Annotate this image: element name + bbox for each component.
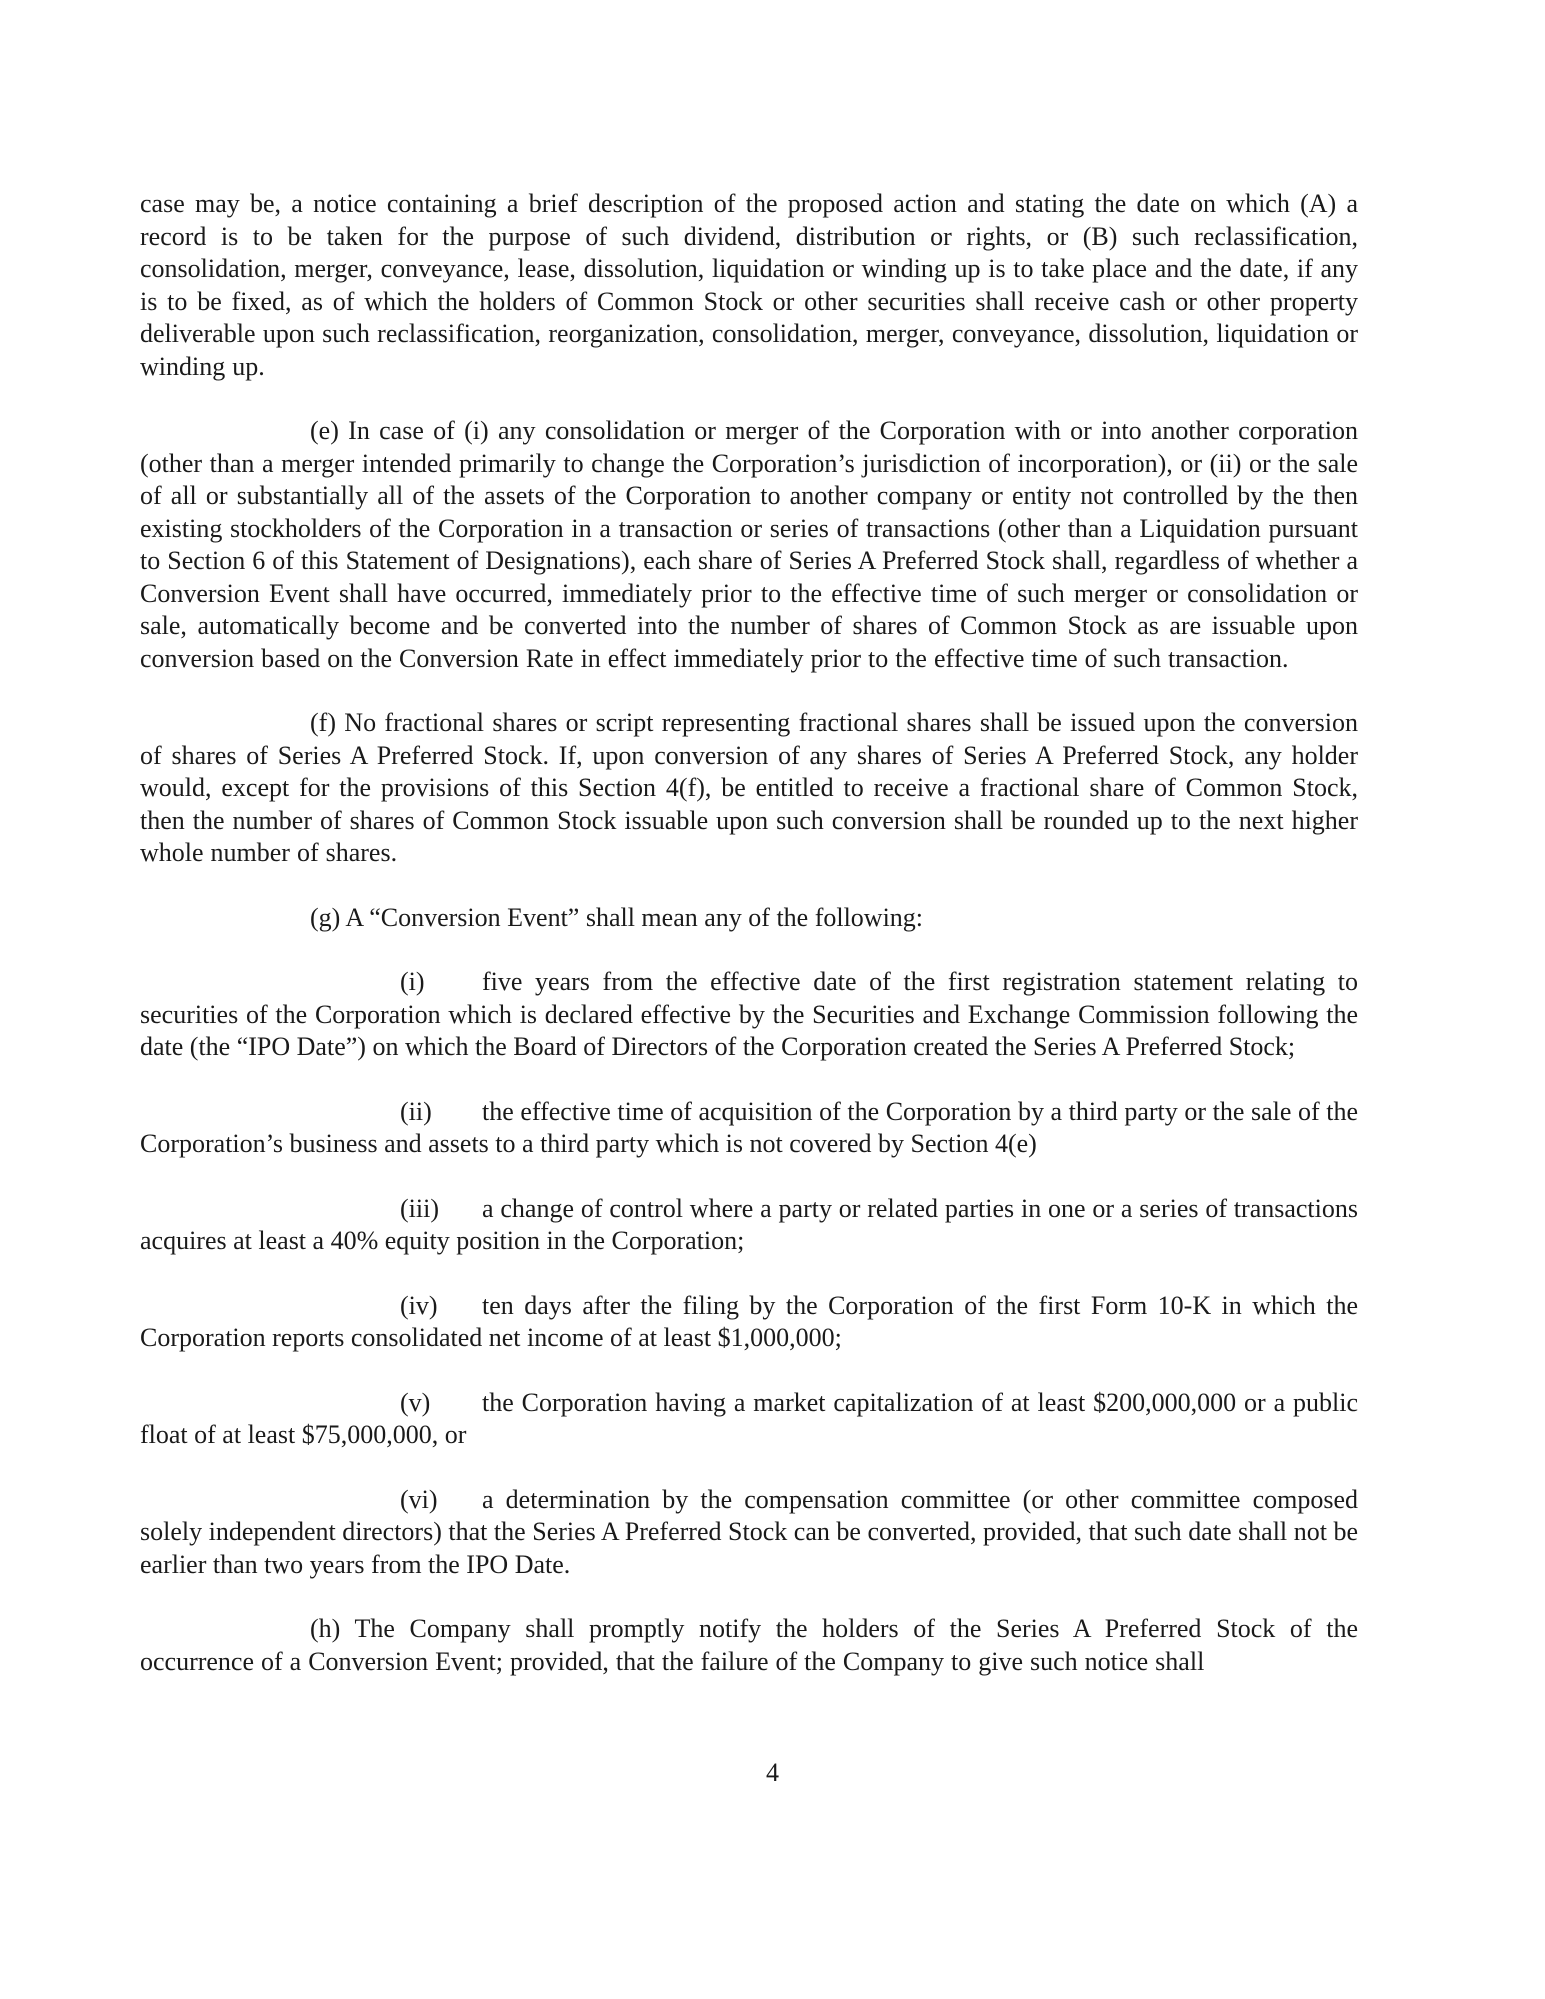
item-number: (i) <box>400 967 425 996</box>
item-number: (iv) <box>400 1290 438 1320</box>
item-text: the Corporation having a market capitalization of at least $200,000,000 or a public float of at least $75,000,000, or <box>140 1387 1358 1449</box>
paragraph-continuation: case may be, a notice containing a brief description of the proposed action and stating the date on which (A) a record is to be taken for the purpose of such dividend, distribution or rights, or (B) such reclassification, consolidation, merger, conveyance, lease, dissolution, liquidation or winding up is to take place and the date, if any is to be fixed, as of which the holders of Common Stock or other securities shall receive cash or other property deliverable upon such reclassification, reorganization, consolidation, merger, conveyance, dissolution, liquidation or winding up. <box>140 189 1358 381</box>
item-text: a change of control where a party or related parties in one or a series of transactions acquires at least a 40% equity position in the Corporation; <box>140 1193 1358 1255</box>
page-number: 4 <box>766 1758 779 1787</box>
paragraph-h: (h) The Company shall promptly notify the holders of the Series A Preferred Stock of the occurrence of a Conversion Event; provided, that the failure of the Company to give such notice shall <box>140 1614 1358 1676</box>
paragraph-e: (e) In case of (i) any consolidation or merger of the Corporation with or into another corporation (other than a merger intended primarily to change the Corporation’s jurisdiction of incorporation), or (ii) or the sale of all or substantially all of the assets of the Corporation to another company or entity not controlled by the then existing stockholders of the Corporation in a transaction or series of transactions (other than a Liquidation pursuant to Section 6 of this Statement of Designations), each share of Series A Preferred Stock shall, regardless of whether a Conversion Event shall have occurred, immediately prior to the effective time of such merger or consolidation or sale, automatically become and be converted into the number of shares of Common Stock as are issuable upon conversion based on the Conversion Rate in effect immediately prior to the effective time of such transaction. <box>140 416 1358 673</box>
item-number: (iii) <box>400 1193 439 1223</box>
item-text: the effective time of acquisition of the Corporation by a third party or the sale of the Corporation’s business and assets to a third party which is not covered by Section 4(e) <box>140 1096 1358 1158</box>
conversion-event-item-v <box>140 1387 1358 1452</box>
paragraph-f: (f) No fractional shares or script representing fractional shares shall be issued upon the conversion of shares of Series A Preferred Stock. If, upon conversion of any shares of Series A Preferred Stock, any holder would, except for the provisions of this Section 4(f), be entitled to receive a fractional share of Common Stock, then the number of shares of Common Stock issuable upon such conversion shall be rounded up to the next higher whole number of shares. <box>140 708 1358 867</box>
item-text: five years from the effective date of the first registration statement relating to securities of the Corporation which is declared effective by the Securities and Exchange Commission following the date (the “IPO Date”) on which the Board of Directors of the Corporation created the Series A Preferred Stock; <box>140 967 1358 1061</box>
conversion-event-item-ii <box>140 1096 1358 1161</box>
item-text: ten days after the filing by the Corporation of the first Form 10-K in which the Corporation reports consolidated net income of at least $1,000,000; <box>140 1290 1358 1352</box>
conversion-event-item-iv <box>140 1290 1358 1355</box>
item-number: (ii) <box>400 1096 432 1126</box>
document-page <box>140 188 1358 1678</box>
item-number: (vi) <box>400 1484 438 1514</box>
conversion-event-item-iii <box>140 1193 1358 1258</box>
item-number: (v) <box>400 1387 431 1417</box>
conversion-event-item-i <box>140 966 1358 1064</box>
conversion-event-item-vi <box>140 1484 1358 1582</box>
paragraph-g: (g) A “Conversion Event” shall mean any of the following: <box>310 902 924 932</box>
item-text: a determination by the compensation committee (or other committee composed solely independent directors) that the Series A Preferred Stock can be converted, provided, that such date shall not be earlier than two years from the IPO Date. <box>140 1484 1358 1579</box>
